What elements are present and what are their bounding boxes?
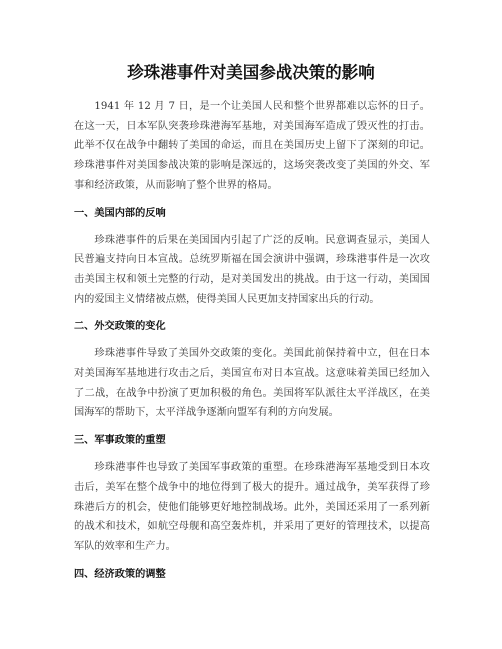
section-heading-domestic-reaction: 一、美国内部的反响 — [74, 207, 166, 219]
section-heading-economic-policy: 四、经济政策的调整 — [74, 568, 166, 580]
section-heading-military-policy: 三、军事政策的重塑 — [74, 435, 166, 447]
section-paragraph-military-policy: 珍珠港事件也导致了美国军事政策的重塑。在珍珠港海军基地受到日本攻击后，美军在整个战争中的地位得到了极大的提升。通过战争，美军获得了珍珠港后方的机会，使他们能够更好地控制战场。此外，美国还采用了一系列新的战术和技术，如航空母舰和高空轰炸机，并采用了更好的管理技术，以提高军队的效率和生产力。 — [74, 462, 430, 552]
intro-paragraph: 1941 年 12 月 7 日，是一个让美国人民和整个世界都难以忘怀的日子。在这一天，日本军队突袭珍珠港海军基地，对美国海军造成了毁灭性的打击。此举不仅在战争中翻转了美国的命运，而且在美国历史上留下了深刻的印记。珍珠港事件对美国参战决策的影响是深远的，这场突袭改变了美国的外交、军事和经济政策，从而影响了整个世界的格局。 — [74, 101, 430, 191]
section-paragraph-domestic-reaction: 珍珠港事件的后果在美国国内引起了广泛的反响。民意调查显示，美国人民普遍支持向日本宣战。总统罗斯福在国会演讲中强调，珍珠港事件是一次攻击美国主权和领土完整的行动，是对美国发出的挑战。由于这一行动，美国国内的爱国主义情绪被点燃，使得美国人民更加支持国家出兵的行动。 — [74, 234, 430, 305]
document-body — [74, 97, 430, 583]
section-heading-foreign-policy: 二、外交政策的变化 — [74, 321, 166, 333]
section-paragraph-foreign-policy: 珍珠港事件导致了美国外交政策的变化。美国此前保持着中立，但在日本对美国海军基地进行攻击之后，美国宣布对日本宣战。这意味着美国已经加入了二战，在战争中扮演了更加积极的角色。美国将军队派往太平洋战区，在美国海军的帮助下，太平洋战争逐渐向盟军有利的方向发展。 — [74, 348, 430, 419]
page-title: 珍珠港事件对美国参战决策的影响 — [127, 63, 375, 82]
